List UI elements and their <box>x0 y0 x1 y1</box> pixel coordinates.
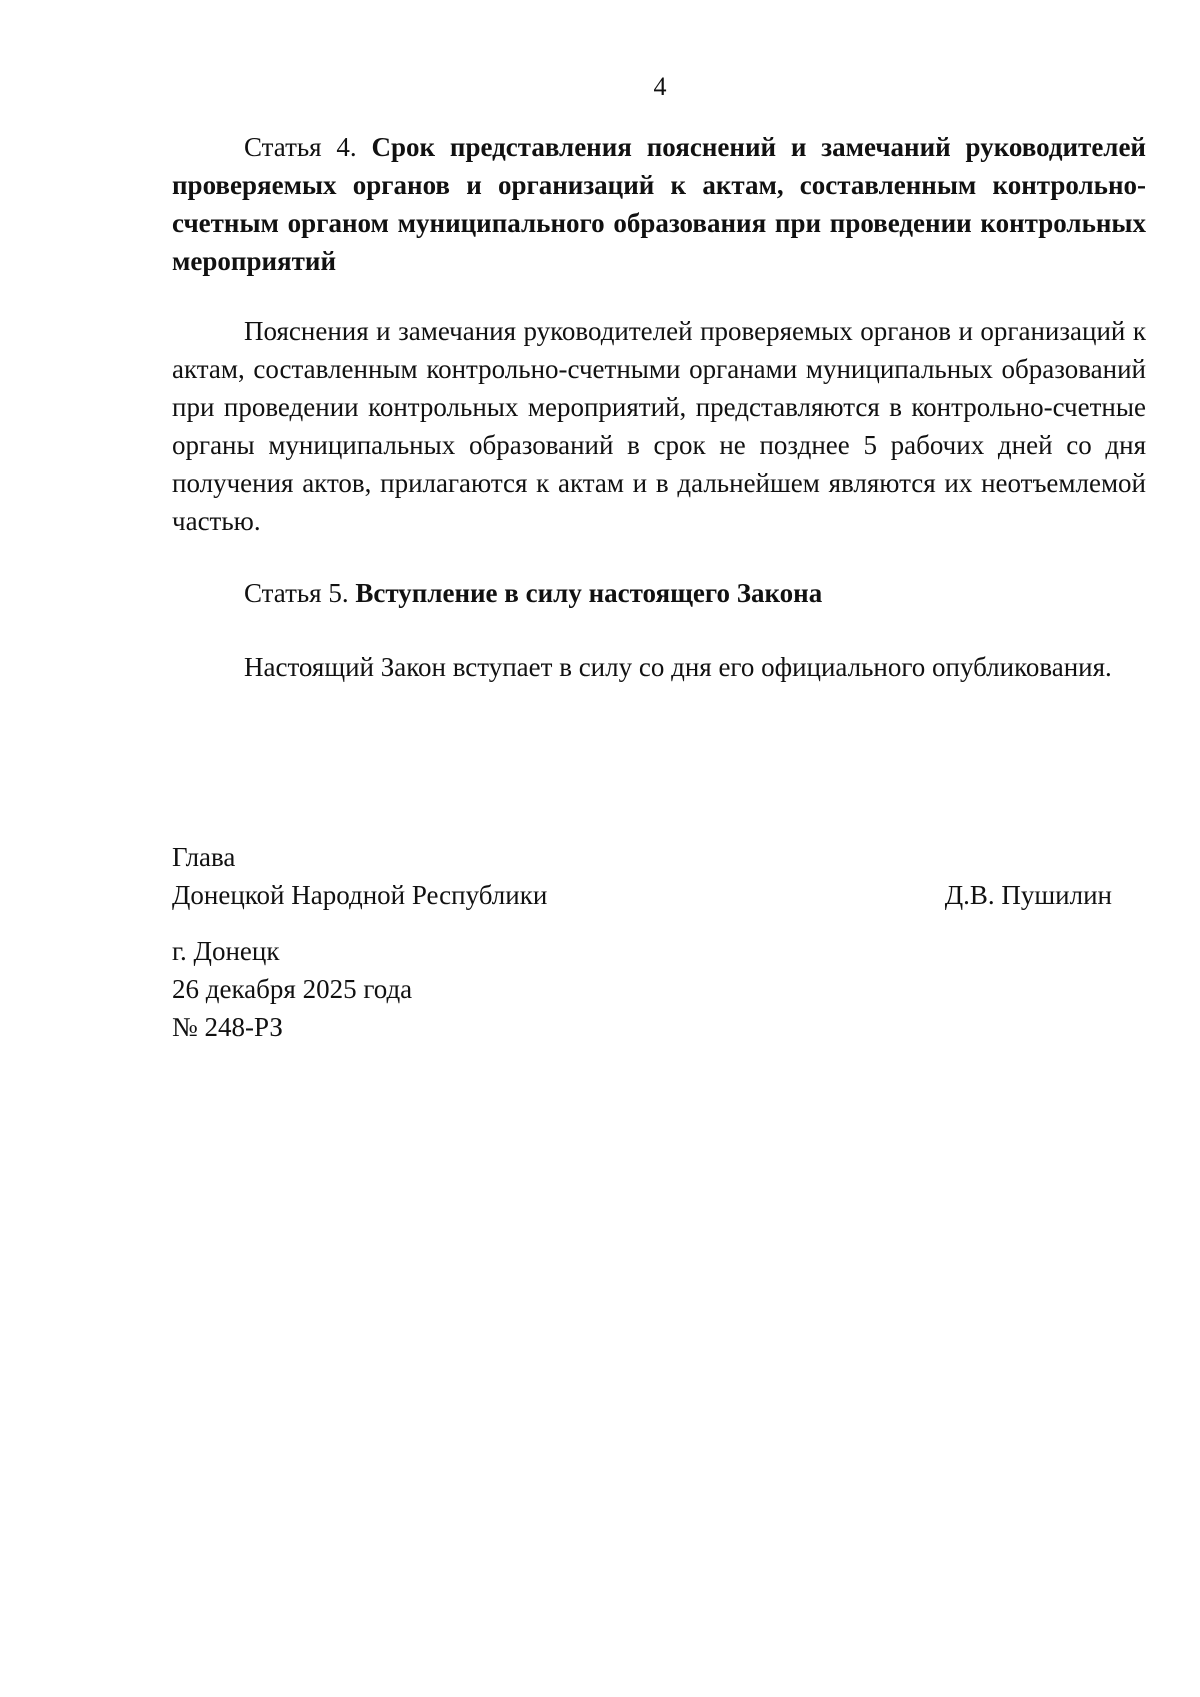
article-4-heading <box>172 128 1146 280</box>
place-city: г. Донецк <box>172 936 280 966</box>
article-4-title: Срок представления пояснений и замечаний руководителей проверяемых органов и организаций к актам, составленным контрольно-счетным органом муниципального образования при проведении контрольных мероприятий <box>172 132 1146 276</box>
signature-block <box>172 838 1112 914</box>
article-5-heading <box>172 574 1146 612</box>
signature-row <box>172 876 1112 914</box>
article-4-prefix: Статья 4. <box>244 132 357 162</box>
page-number: 4 <box>653 72 667 101</box>
signatory-name: Д.В. Пушилин <box>944 880 1112 910</box>
document-number: № 248-РЗ <box>172 1012 283 1042</box>
signature-position-line1: Глава <box>172 842 236 872</box>
article-5-prefix: Статья 5. <box>244 578 349 608</box>
document-date: 26 декабря 2025 года <box>172 974 413 1004</box>
place-date-number-block <box>172 932 412 1046</box>
article-4-body: Пояснения и замечания руководителей проверяемых органов и организаций к актам, составленным контрольно-счетными органами муниципальных образований при проведении контрольных мероприятий, представляются в контрольно-счетные органы муниципальных образований в срок не позднее 5 рабочих дней со дня получения актов, прилагаются к актам и в дальнейшем являются их неотъемлемой частью. <box>172 316 1146 536</box>
article-5-body: Настоящий Закон вступает в силу со дня его официального опубликования. <box>244 652 1112 682</box>
signature-position-line2: Донецкой Народной Республики <box>172 880 548 910</box>
article-5-title: Вступление в силу настоящего Закона <box>355 578 823 608</box>
